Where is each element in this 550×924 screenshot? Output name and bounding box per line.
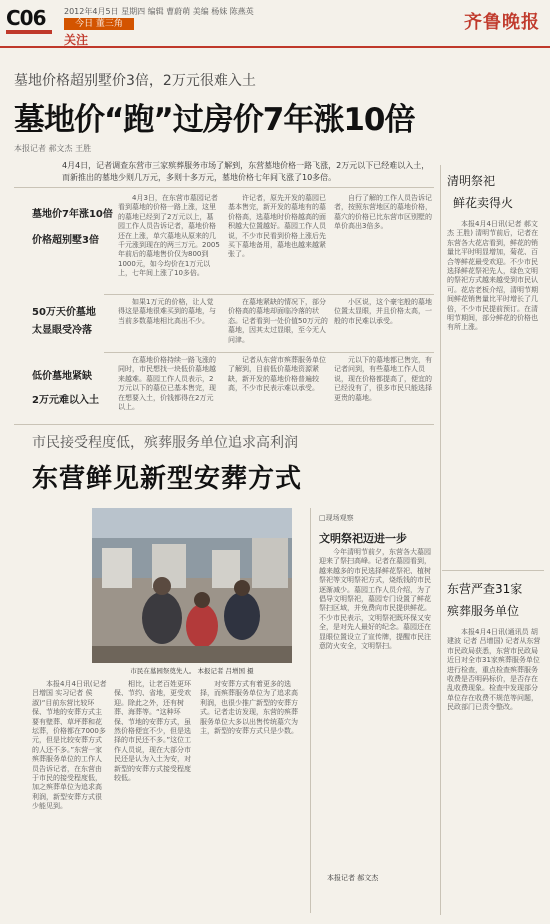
body-text: 在墓地紧缺的情况下，部分价格高的墓地却面临冷落的状态。记者看到一处价值50万元的墓地，因其太过显眼，至今无人问津。 [228, 298, 328, 344]
story1-byline: 本报记者 郝文杰 王胜 [14, 144, 92, 153]
body-text: 元以下的墓地都已售完，有记者问到，有些墓地工作人员说，现在价格都提高了，便宜的已经没有了，很多市民只能选择更贵的墓地。 [334, 356, 432, 402]
body-text: 本报4月4日讯(通讯员 胡建波 记者 吕增国) 记者从东营市民政局获悉，东营市民政局近日对全市31家殡葬服务单位进行检查，重点检查殡葬服务收费是否明码标价，是否存在乱收费现象。检查中发现部分单位存在收费不规范等问题，民政部门已责令整改。 [447, 628, 541, 712]
body-text: 对安葬方式有着更多的选择，而殡葬服务单位为了追求高利润，也很少推广新型的安葬方式。记者走访发现，东营的殡葬服务单位大多以出售传统墓穴为主，新型的安葬方式只是少数。 [200, 680, 298, 736]
divider [104, 294, 434, 295]
sidebar-title-1-line2: 鲜花卖得火 [453, 196, 514, 210]
subhead-3 [32, 368, 99, 410]
body-col-b2 [228, 298, 328, 350]
story2-col-2 [114, 680, 194, 912]
body-text: 4月3日，在东营市墓园记者看到墓地的价格一路上涨，这里的墓地已经到了2万元以上，墓园工作人员告诉记者，墓地价格还在上涨，单穴墓地从原来的几千元涨到现在的两三万元。2005年前后的墓地售价仅为800到1000元，如今均价在1万元以上，七年间上涨了10多倍。 [118, 194, 220, 278]
sidebar-text-1 [447, 220, 541, 565]
body-col-b3 [334, 298, 434, 350]
divider [14, 187, 434, 188]
scene-title: 文明祭祀迈进一步 [319, 532, 407, 545]
subhead-2 [32, 304, 96, 340]
sidebar-title-2-line1: 东营严查31家 [447, 582, 523, 596]
subhead-2-line1: 50万天价墓地 [32, 307, 96, 318]
story2-headline: 东营鲜见新型安葬方式 [32, 464, 303, 494]
issue-meta: 2012年4月5日 星期四 编辑 曹蔚萌 美编 杨妹 陈燕英 [64, 7, 254, 16]
divider [104, 352, 434, 353]
section-label: 关注 [64, 33, 89, 47]
photo-caption: 市民在墓园祭奠先人。 本报记者 吕增国 摄 [130, 667, 254, 675]
sidebar-title-1 [447, 170, 513, 214]
story2-col-1 [32, 680, 108, 912]
body-col-c3 [334, 356, 434, 416]
story1-headline: 墓地价“跑”过房价7年涨10倍 [14, 102, 415, 138]
body-text: 自行了解的工作人员告诉记者，按照东营地区的墓地价格，墓穴的价格已比东营市区别墅的单价高出3倍多。 [334, 194, 432, 231]
story2-col-4 [319, 548, 433, 868]
story2-kicker: 市民接受程度低，殡葬服务单位追求高利润 [32, 435, 298, 451]
sidebar-rule [440, 165, 441, 915]
divider [14, 424, 434, 425]
edition-badge: 今日 董三角 [64, 18, 134, 30]
sidebar-title-2-line2: 殡葬服务单位 [447, 604, 520, 618]
body-col-a1 [118, 194, 220, 292]
photo-illustration [92, 508, 292, 663]
sidebar-title-1-line1: 清明祭祀 [447, 174, 496, 188]
body-text: 本报4月4日讯(记者 郝文杰 王胜) 清明节前后，记者在东营各大花店看到，鲜花的销量比平时明显增加，菊花、百合等鲜花最受欢迎。不少市民选择鲜花祭祀先人，绿色文明的祭祀方式越来越受到市民认可。花店老板介绍，清明节期间鲜花销售量比平时增长了几倍，不少市民提前预订。在清明节期间，部分鲜花的价格也有所上涨。 [447, 220, 539, 332]
newspaper-logo: 齐鲁晚报 [464, 12, 540, 33]
column-rule [310, 508, 311, 913]
body-col-b1 [118, 298, 220, 350]
subhead-1-line2: 价格超别墅3倍 [32, 235, 99, 246]
sidebar-title-2 [447, 578, 522, 622]
scene-tag: □现场观察 [319, 514, 354, 522]
story1-lede: 4月4日，记者调查东营市三家殡葬服务市场了解到，东营墓地价格一路飞涨，2万元以下已经难以入土，而新推出的墓地少则几万元，多则十多万元，墓地价格七年间飞涨了10多倍。 [62, 161, 430, 182]
subhead-1-line1: 墓地价7年涨10倍 [32, 209, 113, 220]
body-col-c1 [118, 356, 220, 416]
body-col-a3 [334, 194, 434, 292]
body-text: 小区说，这个豪宅般的墓地位置太显眼，并且价格太高，一般的市民难以承受。 [334, 298, 432, 325]
body-col-a2 [228, 194, 328, 292]
body-text: 本报4月4日讯(记者 吕增国 实习记者 侯淑)“目前东营比较环保、节地的安葬方式主要有壁葬、草坪葬和花坛葬，价格都在7000多元，但是比较安葬方式的人还不多。”东营一家殡葬服务单位的工作人员告诉记者，在东营由于市民的接受程度低，加之殡葬单位为追求高利润，新型安葬方式很少能见到。 [32, 680, 107, 811]
news-photo [92, 508, 292, 663]
subhead-2-line2: 太显眼受冷落 [32, 325, 92, 336]
body-text: 许记者，原先开发的墓园已基本售完，新开发的墓地有的墓价格高，选墓地时价格越高的面积越大位置越好。墓园工作人员说，不少市民看到价格上涨后先买下墓地备用，墓地也越来越紧张了。 [228, 194, 326, 259]
closing-byline: 本报记者 郝文杰 [327, 874, 379, 882]
story2-col-3 [200, 680, 300, 912]
body-text: 相比，让老百姓更环保、节约、省地，更受欢迎。除此之外，还有树葬、海葬等。“这种环保、节地的安葬方式，虽然价格便宜不少，但是选择的市民还不多。”这位工作人员说，现在大部分市民还是认为入土为安，对新型的安葬方式接受程度较低。 [114, 680, 192, 783]
sidebar-text-2 [447, 628, 541, 913]
body-text: 记者从东营市殡葬服务单位了解到，目前低价墓地资源紧缺，新开发的墓地价格普遍较高，不少市民表示难以承受。 [228, 356, 326, 393]
subhead-3-line1: 低价墓地紧缺 [32, 371, 92, 382]
subhead-1 [32, 206, 113, 250]
body-text: 如果1万元的价格，让人觉得这是墓地很难买到的墓地，与当前多数墓地相比高出不少。 [118, 298, 216, 325]
body-text: 在墓地价格持续一路飞涨的同时，市民想找一块低价墓地越来越难。墓园工作人员表示，2万元以下的墓位已基本售完，现在想要入土，价钱都得在2万元以上。 [118, 356, 216, 412]
body-text: 今年清明节前夕，东营各大墓园迎来了祭扫高峰。记者在墓园看到，越来越多的市民选择鲜花祭祀、植树祭祀等文明祭祀方式，烧纸钱的市民逐渐减少。墓园工作人员介绍，为了倡导文明祭祀，墓园专门设置了鲜花祭扫区域，并免费向市民提供鲜花。不少市民表示，文明祭祀既环保又安全，是对先人最好的纪念。墓园还在显眼位置设立了宣传牌，提醒市民注意防火安全，文明祭扫。 [319, 548, 431, 651]
subhead-3-line2: 2万元难以入土 [32, 395, 99, 406]
divider [442, 570, 544, 571]
page-number: C06 [6, 6, 46, 30]
story1-kicker: 墓地价格超别墅价3倍，2万元很难入土 [14, 73, 256, 89]
page-number-bar [6, 30, 52, 34]
body-col-c2 [228, 356, 328, 416]
